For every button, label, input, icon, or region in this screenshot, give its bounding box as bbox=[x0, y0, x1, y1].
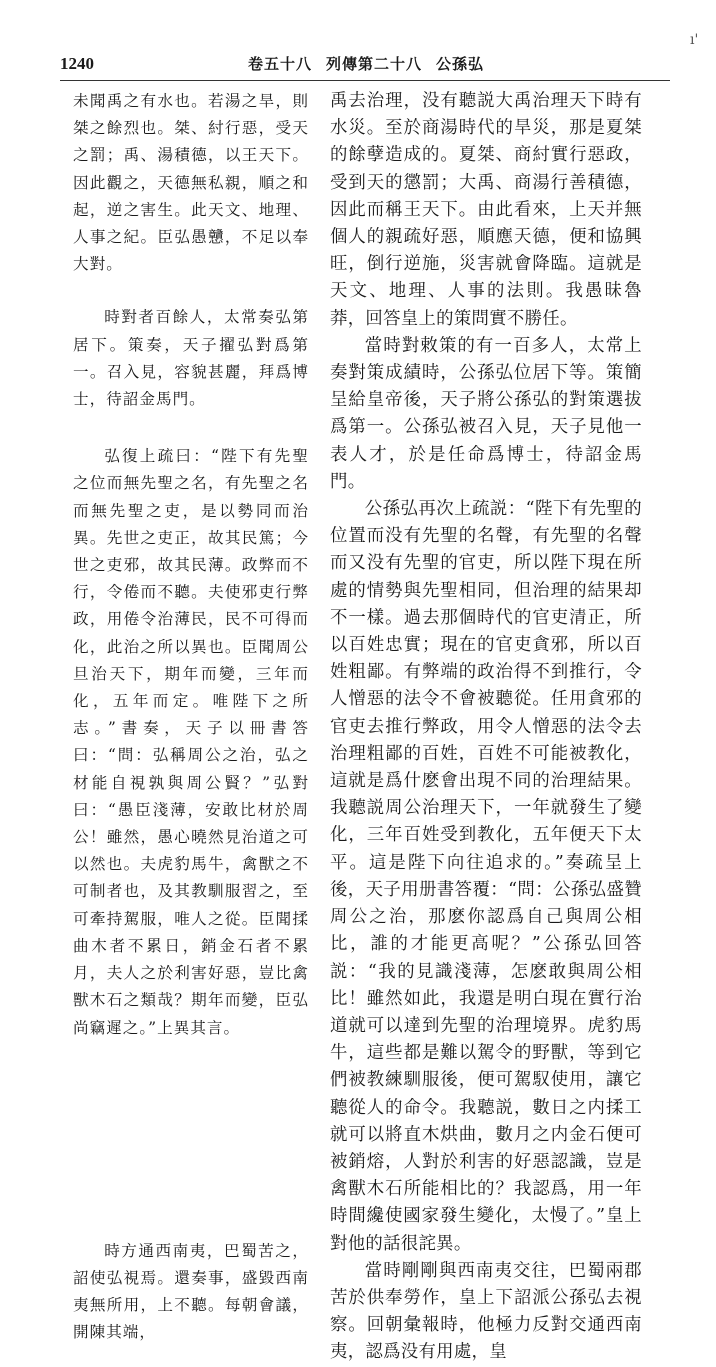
translation-paragraph-1: 禹去治理，没有聽説大禹治理天下時有水災。至於商湯時代的旱災，那是夏桀的餘孽造成的。夏桀、商紂實行惡政，受到天的懲罰；大禹、商湯行善積德，因此而稱王天下。由此看來，上天并無個人的親疏好惡，順應天德，便和協興旺，倒行逆施，災害就會降臨。這就是天文、地理、人事的法則。我愚昧魯莽，回答皇上的策問實不勝任。 bbox=[330, 91, 642, 329]
header-rule bbox=[60, 80, 670, 81]
page-number: 1240 bbox=[60, 54, 94, 73]
running-head bbox=[248, 53, 498, 74]
subject-label: 公孫弘 bbox=[436, 55, 485, 73]
volume-label: 卷五十八 bbox=[248, 55, 313, 73]
chapter-label: 列傳第二十八 bbox=[326, 55, 423, 73]
translation-paragraph-2: 當時對敕策的有一百多人，太常上奏對策成績時，公孫弘位居下等。策簡呈給皇帝後，天子將公孫弘的對策選拔爲第一。公孫弘被召入見，天子見他一表人才，於是任命爲博士，待詔金馬門。 bbox=[330, 335, 642, 492]
translation-paragraph-3: 公孫弘再次上疏説：“陛下有先聖的位置而没有先聖的名聲，有先聖的名聲而又没有先聖的官吏，所以陛下現在所處的情勢與先聖相同，但治理的結果却不一樣。過去那個時代的官吏清正，所以百姓忠實；現在的官吏貪邪，所以百姓粗鄙。有弊端的政治得不到推行，令人憎惡的法令不會被聽從。任用貪邪的官吏去推行弊政，用令人憎惡的法令去治理粗鄙的百姓，百姓不可能被教化，這就是爲什麽會出現不同的治理結果。我聽説周公治理天下，一年就發生了變化，三年百姓受到教化，五年便天下太平。這是陛下向往追求的。”奏疏呈上後，天子用册書答覆：“問：公孫弘盛贊周公之治，那麽你認爲自己與周公相比，誰的才能更高呢？”公孫弘回答説：“我的見識淺薄，怎麽敢與周公相比！雖然如此，我還是明白現在實行治道就可以達到先聖的治理境界。虎豹馬牛，這些都是難以駕令的野獸，等到它們被教練馴服後，便可駕馭使用，讓它聽從人的命令。我聽説，數日之内揉工就可以將直木烘曲，數月之内金石便可被銷熔，人對於利害的好惡認識，豈是禽獸木石所能相比的？我認爲，用一年時間纔使國家發生變化，太慢了。”皇上對他的話很詫異。 bbox=[330, 499, 642, 1254]
classical-paragraph-1: 未聞禹之有水也。若湯之旱，則桀之餘烈也。桀、紂行惡，受天之罰；禹、湯積德，以王天下。因此觀之，天德無私親，順之和起，逆之害生。此天文、地理、人事之紀。臣弘愚戇，不足以奉大對。 bbox=[73, 92, 309, 274]
translation-paragraph-4: 當時剛剛與西南夷交往，巴蜀兩郡苦於供奉勞作，皇上下詔派公孫弘去視察。回朝彙報時，他極力反對交通西南夷，認爲没有用處，皇 bbox=[330, 1260, 642, 1363]
classical-paragraph-4: 時方通西南夷，巴蜀苦之，詔使弘視焉。還奏事，盛毀西南夷無所用，上不聽。每朝會議，開陳其端， bbox=[73, 1241, 309, 1342]
classical-text-column bbox=[73, 88, 309, 1347]
translation-text-column bbox=[330, 88, 642, 1367]
edge-mark: ı' bbox=[690, 32, 699, 48]
classical-paragraph-2: 時對者百餘人，太常奏弘第居下。策奏，天子擢弘對爲第一。召入見，容貌甚麗，拜爲博士，待詔金馬門。 bbox=[73, 308, 309, 409]
classical-paragraph-3: 弘復上疏曰：“陛下有先聖之位而無先聖之名，有先聖之名而無先聖之吏，是以勢同而治異。先世之吏正，故其民篤；今世之吏邪，故其民薄。政弊而不行，令倦而不聽。夫使邪吏行弊政，用倦令治薄民，民不可得而化，此治之所以異也。臣聞周公旦治天下，期年而變，三年而化，五年而定。唯陛下之所志。”書奏，天子以冊書答曰：“問：弘稱周公之治，弘之材能自視孰與周公賢？”弘對曰：“愚臣淺薄，安敢比材於周公！雖然，愚心曉然見治道之可以然也。夫虎豹馬牛，禽獸之不可制者也，及其教馴服習之，至可牽持駕服，唯人之從。臣聞揉曲木者不累日，銷金石者不累月，夫人之於利害好惡，豈比禽獸木石之類哉？期年而變，臣弘尚竊遲之。”上異其言。 bbox=[73, 447, 309, 1037]
